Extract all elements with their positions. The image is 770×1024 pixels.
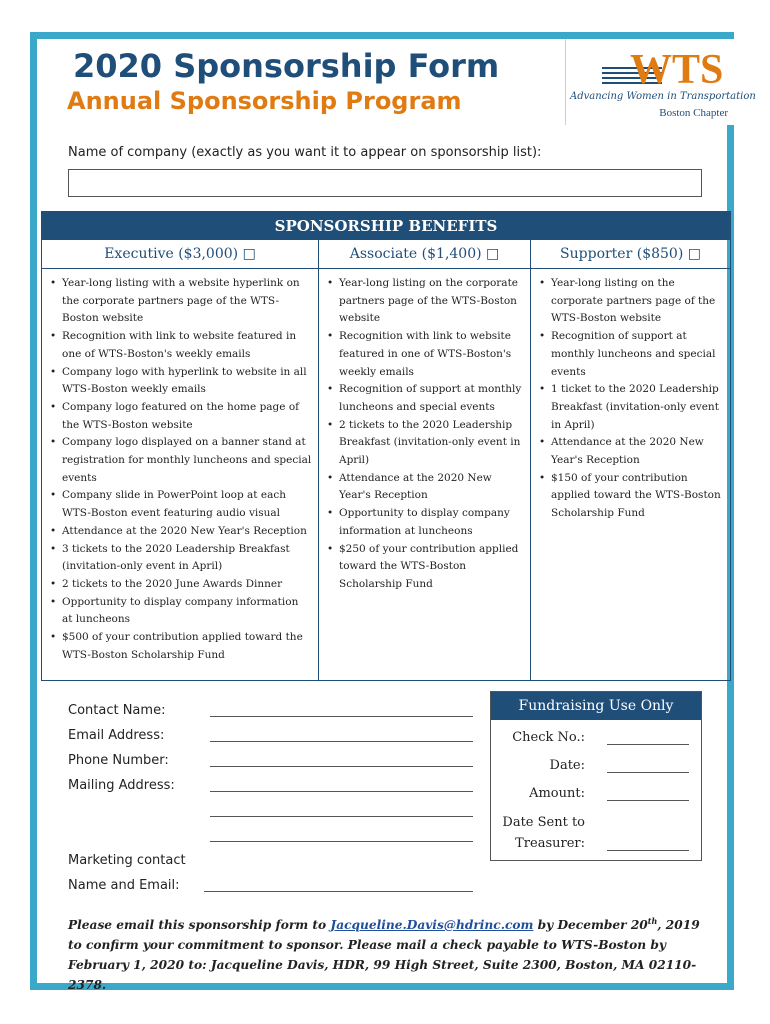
email-address-field[interactable]	[210, 741, 473, 742]
contact-email-link[interactable]: Jacqueline.Davis@hdrinc.com	[330, 918, 534, 933]
logo-chapter: Boston Chapter	[659, 107, 728, 119]
date-sent-label: Date Sent to	[502, 815, 585, 830]
logo-text: WTS	[630, 47, 724, 89]
supporter-benefits	[531, 269, 730, 680]
instructions-text: by December 20	[533, 918, 648, 933]
page-title: 2020 Sponsorship Form	[73, 47, 500, 85]
amount-field[interactable]	[607, 800, 689, 801]
list-item: • Company logo with hyperlink to website in all WTS-Boston weekly emails	[62, 364, 312, 399]
mailing-address-field-line-1[interactable]	[210, 791, 473, 792]
company-name-input[interactable]	[68, 169, 702, 197]
list-item: • Year-long listing with a website hyperlink on the corporate partners page of the WTS-Boston website	[62, 275, 312, 328]
email-address-label: Email Address:	[68, 728, 165, 743]
list-item: • Company slide in PowerPoint loop at each WTS-Boston event featuring audio visual	[62, 487, 312, 522]
contact-name-field[interactable]	[210, 716, 473, 717]
list-item: • 3 tickets to the 2020 Leadership Breakfast (invitation-only event in April)	[62, 541, 312, 576]
benefits-heading: SPONSORSHIP BENEFITS	[42, 212, 730, 240]
list-item: • Attendance at the 2020 New Year's Reception	[339, 470, 524, 505]
treasurer-label: Treasurer:	[515, 836, 585, 851]
mailing-address-field-line-3[interactable]	[210, 841, 473, 842]
list-item: • 1 ticket to the 2020 Leadership Breakfast (invitation-only event in April)	[551, 381, 724, 434]
fundraising-heading: Fundraising Use Only	[491, 692, 701, 720]
associate-benefits-list	[319, 269, 530, 594]
list-item: • Opportunity to display company information at luncheons	[339, 505, 524, 540]
list-item: • $500 of your contribution applied toward the WTS-Boston Scholarship Fund	[62, 629, 312, 664]
list-item: • $150 of your contribution applied toward the WTS-Boston Scholarship Fund	[551, 470, 724, 523]
list-item: • Attendance at the 2020 New Year's Reception	[62, 523, 312, 541]
marketing-contact-field[interactable]	[204, 891, 473, 892]
marketing-contact-label: Marketing contact	[68, 853, 186, 868]
wts-logo	[565, 39, 756, 125]
list-item: • Recognition with link to website featured in one of WTS-Boston's weekly emails	[339, 328, 524, 381]
page-subtitle: Annual Sponsorship Program	[67, 87, 462, 115]
submission-instructions	[68, 911, 708, 995]
list-item: • Year-long listing on the corporate partners page of the WTS-Boston website	[551, 275, 724, 328]
date-sent-field[interactable]	[607, 850, 689, 851]
mailing-address-label: Mailing Address:	[68, 778, 175, 793]
fund-date-label: Date:	[549, 758, 585, 773]
list-item: • $250 of your contribution applied toward the WTS-Boston Scholarship Fund	[339, 541, 524, 594]
list-item: • Recognition with link to website featured in one of WTS-Boston's weekly emails	[62, 328, 312, 363]
list-item: • Year-long listing on the corporate partners page of the WTS-Boston website	[339, 275, 524, 328]
list-item: • 2 tickets to the 2020 June Awards Dinner	[62, 576, 312, 594]
supporter-level-header[interactable]: Supporter ($850) □	[531, 240, 730, 269]
amount-label: Amount:	[529, 786, 585, 801]
marketing-name-email-label: Name and Email:	[68, 878, 180, 893]
form-frame	[30, 32, 756, 993]
phone-number-field[interactable]	[210, 766, 473, 767]
phone-number-label: Phone Number:	[68, 753, 169, 768]
list-item: • Recognition of support at monthly luncheons and special events	[551, 328, 724, 381]
associate-benefits	[319, 269, 530, 680]
instructions-text: , 2019 to confirm your commitment to sponsor. Please mail a check payable to WTS-Boston by February 1, 2020 to: Jacqueline Davis, HDR, 99 High Street, Suite 2300, Boston, MA 02110-2378.	[68, 918, 700, 993]
executive-benefits-list	[42, 269, 318, 664]
list-item: • Opportunity to display company information at luncheons	[62, 594, 312, 629]
supporter-benefits-list	[531, 269, 730, 523]
ordinal-suffix: th	[647, 916, 658, 926]
sponsorship-benefits-table	[41, 211, 731, 681]
list-item: • Recognition of support at monthly luncheons and special events	[339, 381, 524, 416]
fundraising-use-only-box	[490, 691, 702, 861]
list-item: • Company logo displayed on a banner stand at registration for monthly luncheons and special events	[62, 434, 312, 487]
contact-name-label: Contact Name:	[68, 703, 166, 718]
list-item: • Attendance at the 2020 New Year's Reception	[551, 434, 724, 469]
fund-date-field[interactable]	[607, 772, 689, 773]
check-number-field[interactable]	[607, 744, 689, 745]
associate-level-header[interactable]: Associate ($1,400) □	[319, 240, 530, 269]
list-item: • Company logo featured on the home page of the WTS-Boston website	[62, 399, 312, 434]
mailing-address-field-line-2[interactable]	[210, 816, 473, 817]
instructions-text: Please email this sponsorship form to	[68, 918, 331, 933]
executive-level-header[interactable]: Executive ($3,000) □	[42, 240, 318, 269]
logo-tagline: Advancing Women in Transportation	[570, 91, 756, 102]
check-number-label: Check No.:	[512, 730, 585, 745]
list-item: • 2 tickets to the 2020 Leadership Breakfast (invitation-only event in April)	[339, 417, 524, 470]
executive-benefits	[42, 269, 318, 680]
company-name-label: Name of company (exactly as you want it to appear on sponsorship list):	[68, 145, 542, 160]
wts-logo-icon	[602, 45, 728, 89]
